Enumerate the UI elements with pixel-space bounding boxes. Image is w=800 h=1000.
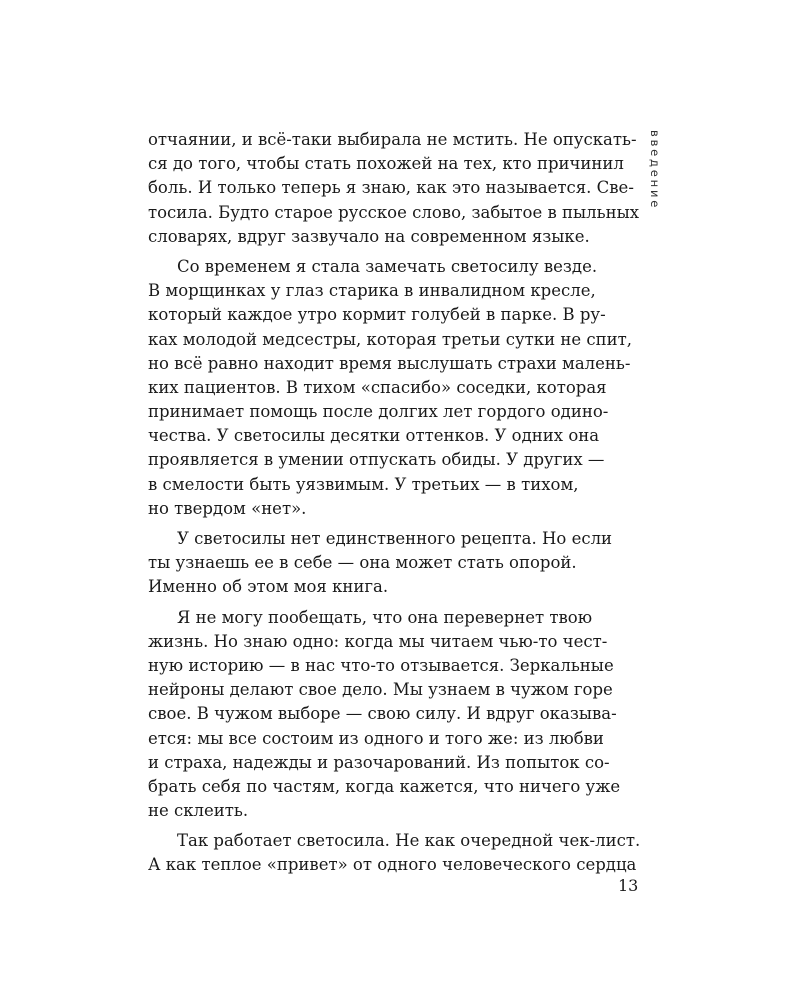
page-number: 13 (618, 876, 639, 895)
paragraph-3 (148, 527, 613, 600)
text-line: ную историю — в нас что-то отзывается. Зеркальные (148, 655, 614, 675)
text-line: боль. И только теперь я знаю, как это называется. Све- (148, 178, 634, 198)
text-line: но твердом «нет». (148, 498, 307, 518)
text-line: ты узнаешь ее в себе — она может стать опорой. (148, 553, 577, 573)
body-text (148, 128, 641, 878)
paragraph-5 (148, 829, 641, 877)
text-line: Со временем я стала замечать светосилу везде. (177, 256, 598, 276)
text-line: словарях, вдруг зазвучало на современном языке. (148, 226, 590, 246)
text-line: проявляется в умении отпускать обиды. У других — (148, 450, 605, 470)
text-line: но всё равно находит время выслушать страхи малень- (148, 353, 631, 373)
text-line: Именно об этом моя книга. (148, 577, 389, 597)
text-line: свое. В чужом выборе — свою силу. И вдруг оказыва- (148, 704, 617, 724)
text-line: в смелости быть уязвимым. У третьих — в тихом, (148, 474, 579, 494)
text-line: нейроны делают свое дело. Мы узнаем в чужом горе (148, 680, 613, 700)
text-line: Я не могу пообещать, что она перевернет твою (177, 607, 593, 627)
text-line: У светосилы нет единственного рецепта. Но если (177, 529, 613, 548)
text-line: В морщинках у глаз старика в инвалидном кресле, (148, 281, 596, 301)
text-line: ких пациентов. В тихом «спасибо» соседки, которая (148, 377, 607, 397)
paragraph-4 (148, 606, 621, 824)
paragraph-2 (148, 255, 632, 521)
text-line: чества. У светосилы десятки оттенков. У одних она (148, 426, 600, 446)
text-line: ется: мы все состоим из одного и того же: из любви (148, 728, 604, 748)
text-line: ках молодой медсестры, которая третьи сутки не спит, (148, 329, 632, 349)
running-head: введение (648, 130, 662, 211)
text-line: не склеить. (148, 801, 249, 821)
text-line: ся до того, чтобы стать похожей на тех, кто причинил (148, 154, 624, 174)
text-line: отчаянии, и всё-таки выбирала не мстить. Не опускать- (148, 130, 637, 149)
paragraph-1 (148, 128, 640, 249)
text-line: который каждое утро кормит голубей в парке. В ру- (148, 305, 606, 325)
text-line: принимает помощь после долгих лет гордого одино- (148, 402, 609, 422)
text-line: жизнь. Но знаю одно: когда мы читаем чью-то чест- (148, 631, 608, 651)
text-line: брать себя по частям, когда кажется, что ничего уже (148, 776, 621, 796)
text-line: тосила. Будто старое русское слово, забытое в пыльных (148, 202, 640, 222)
text-line: А как теплое «привет» от одного человеческого сердца (148, 855, 637, 875)
text-line: и страха, надежды и разочарований. Из попыток со- (148, 752, 610, 772)
text-line: Так работает светосила. Не как очередной чек-лист. (177, 831, 641, 851)
